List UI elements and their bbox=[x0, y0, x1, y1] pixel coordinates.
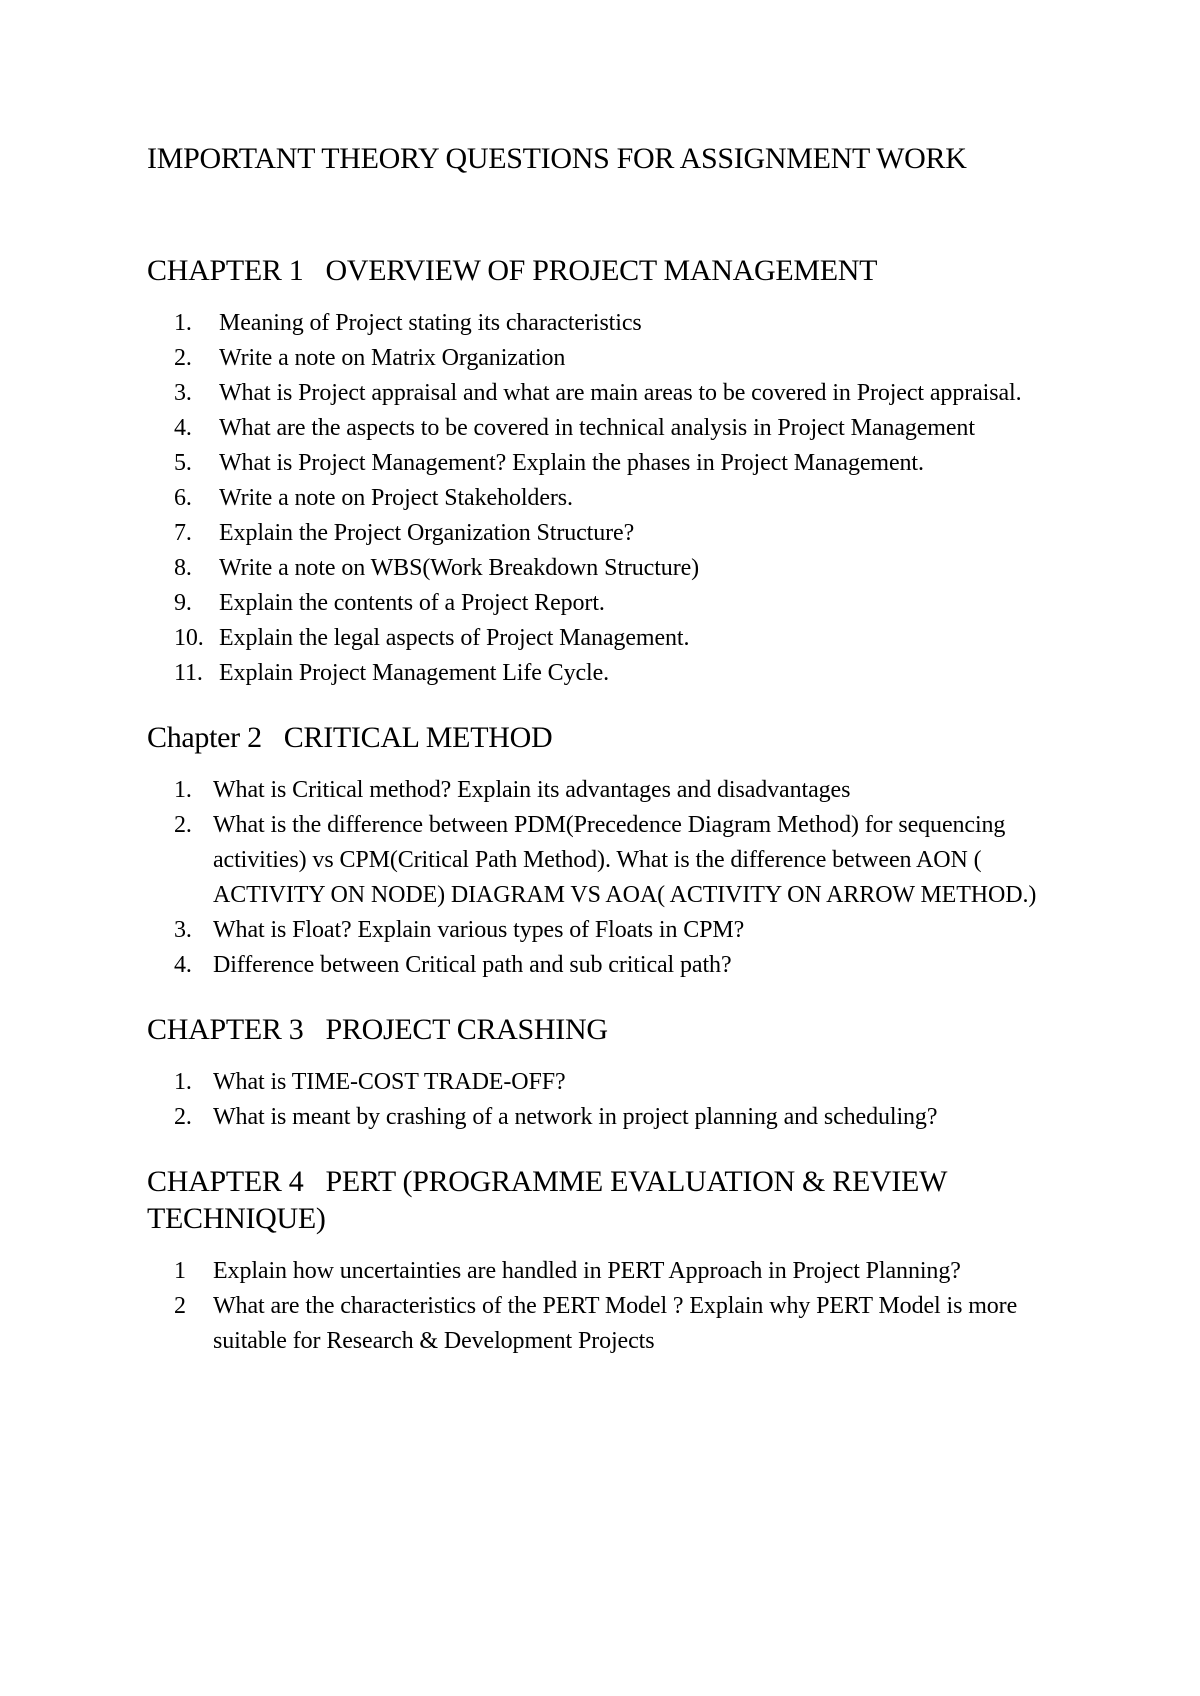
list-item bbox=[147, 948, 1087, 983]
chapter-3-number: CHAPTER 3 bbox=[147, 1013, 304, 1046]
chapter-2-name: CRITICAL METHOD bbox=[283, 721, 553, 754]
question-number: 5. bbox=[174, 450, 192, 476]
question-number: 1 bbox=[174, 1258, 186, 1284]
question-number: 4. bbox=[174, 952, 192, 978]
list-item bbox=[147, 341, 1087, 376]
chapter-3-heading bbox=[147, 1011, 1087, 1048]
question-text: Write a note on Matrix Organization bbox=[219, 345, 566, 371]
question-text: What is meant by crashing of a network in project planning and scheduling? bbox=[213, 1104, 938, 1130]
chapter-4-heading bbox=[147, 1163, 1087, 1237]
question-number: 2 bbox=[174, 1293, 186, 1319]
question-number: 7. bbox=[174, 520, 192, 546]
question-number: 8. bbox=[174, 555, 192, 581]
list-item bbox=[147, 1100, 1087, 1135]
question-number: 3. bbox=[174, 917, 192, 943]
question-number: 2. bbox=[174, 345, 192, 371]
question-text: Explain the contents of a Project Report. bbox=[219, 590, 605, 616]
chapter-2-question-list bbox=[147, 773, 1087, 983]
chapter-4-section bbox=[147, 1163, 1087, 1359]
list-item bbox=[147, 656, 1087, 691]
list-item bbox=[147, 411, 1087, 446]
question-number: 9. bbox=[174, 590, 192, 616]
question-text: What is TIME-COST TRADE-OFF? bbox=[213, 1069, 566, 1095]
question-number: 2. bbox=[174, 812, 192, 838]
chapter-3-question-list bbox=[147, 1065, 1087, 1135]
list-item bbox=[147, 446, 1087, 481]
question-text: What are the aspects to be covered in technical analysis in Project Management bbox=[219, 415, 975, 441]
chapter-1-number: CHAPTER 1 bbox=[147, 254, 304, 287]
question-number: 1. bbox=[174, 1069, 192, 1095]
question-number: 4. bbox=[174, 415, 192, 441]
question-text: Explain the legal aspects of Project Management. bbox=[219, 625, 690, 651]
list-item bbox=[147, 621, 1087, 656]
list-item bbox=[147, 306, 1087, 341]
question-text: What is the difference between PDM(Precedence Diagram Method) for sequencing activities) vs CPM(Critical Path Method). What is the difference between AON ( ACTIVITY ON NODE) DIAGRAM VS AOA( ACTIVITY ON ARROW METHOD.) bbox=[213, 812, 1037, 908]
spacer bbox=[147, 705, 1087, 719]
question-text: What is Float? Explain various types of Floats in CPM? bbox=[213, 917, 745, 943]
chapter-4-question-list bbox=[147, 1254, 1087, 1359]
chapter-2-number: Chapter 2 bbox=[147, 721, 262, 754]
list-item bbox=[147, 586, 1087, 621]
chapter-2-heading bbox=[147, 719, 1087, 756]
question-text: Meaning of Project stating its characteristics bbox=[219, 310, 642, 336]
question-text: Difference between Critical path and sub critical path? bbox=[213, 952, 732, 978]
chapter-3-section bbox=[147, 1011, 1087, 1135]
list-item bbox=[147, 1065, 1087, 1100]
document-page bbox=[147, 140, 1087, 1359]
list-item bbox=[147, 516, 1087, 551]
question-number: 6. bbox=[174, 485, 192, 511]
chapter-1-name: OVERVIEW OF PROJECT MANAGEMENT bbox=[325, 254, 878, 287]
list-item bbox=[147, 551, 1087, 586]
question-number: 2. bbox=[174, 1104, 192, 1130]
question-text: Explain the Project Organization Structure? bbox=[219, 520, 635, 546]
question-text: Write a note on WBS(Work Breakdown Structure) bbox=[219, 555, 700, 581]
question-text: What are the characteristics of the PERT Model ? Explain why PERT Model is more suitable for Research & Development Projects bbox=[213, 1293, 1018, 1354]
question-number: 10. bbox=[174, 625, 204, 651]
chapter-3-name: PROJECT CRASHING bbox=[325, 1013, 608, 1046]
question-text: What is Critical method? Explain its advantages and disadvantages bbox=[213, 777, 851, 803]
chapter-4-name: PERT (PROGRAMME EVALUATION & REVIEW TECHNIQUE) bbox=[147, 1165, 947, 1235]
chapter-4-number: CHAPTER 4 bbox=[147, 1165, 304, 1198]
spacer bbox=[147, 997, 1087, 1011]
chapter-1-section bbox=[147, 252, 1087, 691]
list-item bbox=[147, 1254, 1087, 1289]
list-item bbox=[147, 1289, 1087, 1359]
list-item bbox=[147, 773, 1087, 808]
question-number: 1. bbox=[174, 310, 192, 336]
list-item bbox=[147, 808, 1087, 913]
question-text: Write a note on Project Stakeholders. bbox=[219, 485, 573, 511]
question-number: 3. bbox=[174, 380, 192, 406]
list-item bbox=[147, 481, 1087, 516]
spacer bbox=[147, 1149, 1087, 1163]
chapter-2-section bbox=[147, 719, 1087, 983]
chapter-1-heading bbox=[147, 252, 1087, 289]
list-item bbox=[147, 913, 1087, 948]
question-text: Explain Project Management Life Cycle. bbox=[219, 660, 610, 686]
question-number: 1. bbox=[174, 777, 192, 803]
question-text: What is Project appraisal and what are main areas to be covered in Project appraisal. bbox=[219, 380, 1022, 406]
document-title: IMPORTANT THEORY QUESTIONS FOR ASSIGNMENT WORK bbox=[147, 142, 967, 175]
question-number: 11. bbox=[174, 660, 203, 686]
question-text: What is Project Management? Explain the phases in Project Management. bbox=[219, 450, 924, 476]
list-item bbox=[147, 376, 1087, 411]
question-text: Explain how uncertainties are handled in PERT Approach in Project Planning? bbox=[213, 1258, 961, 1284]
chapter-1-question-list bbox=[147, 306, 1087, 691]
